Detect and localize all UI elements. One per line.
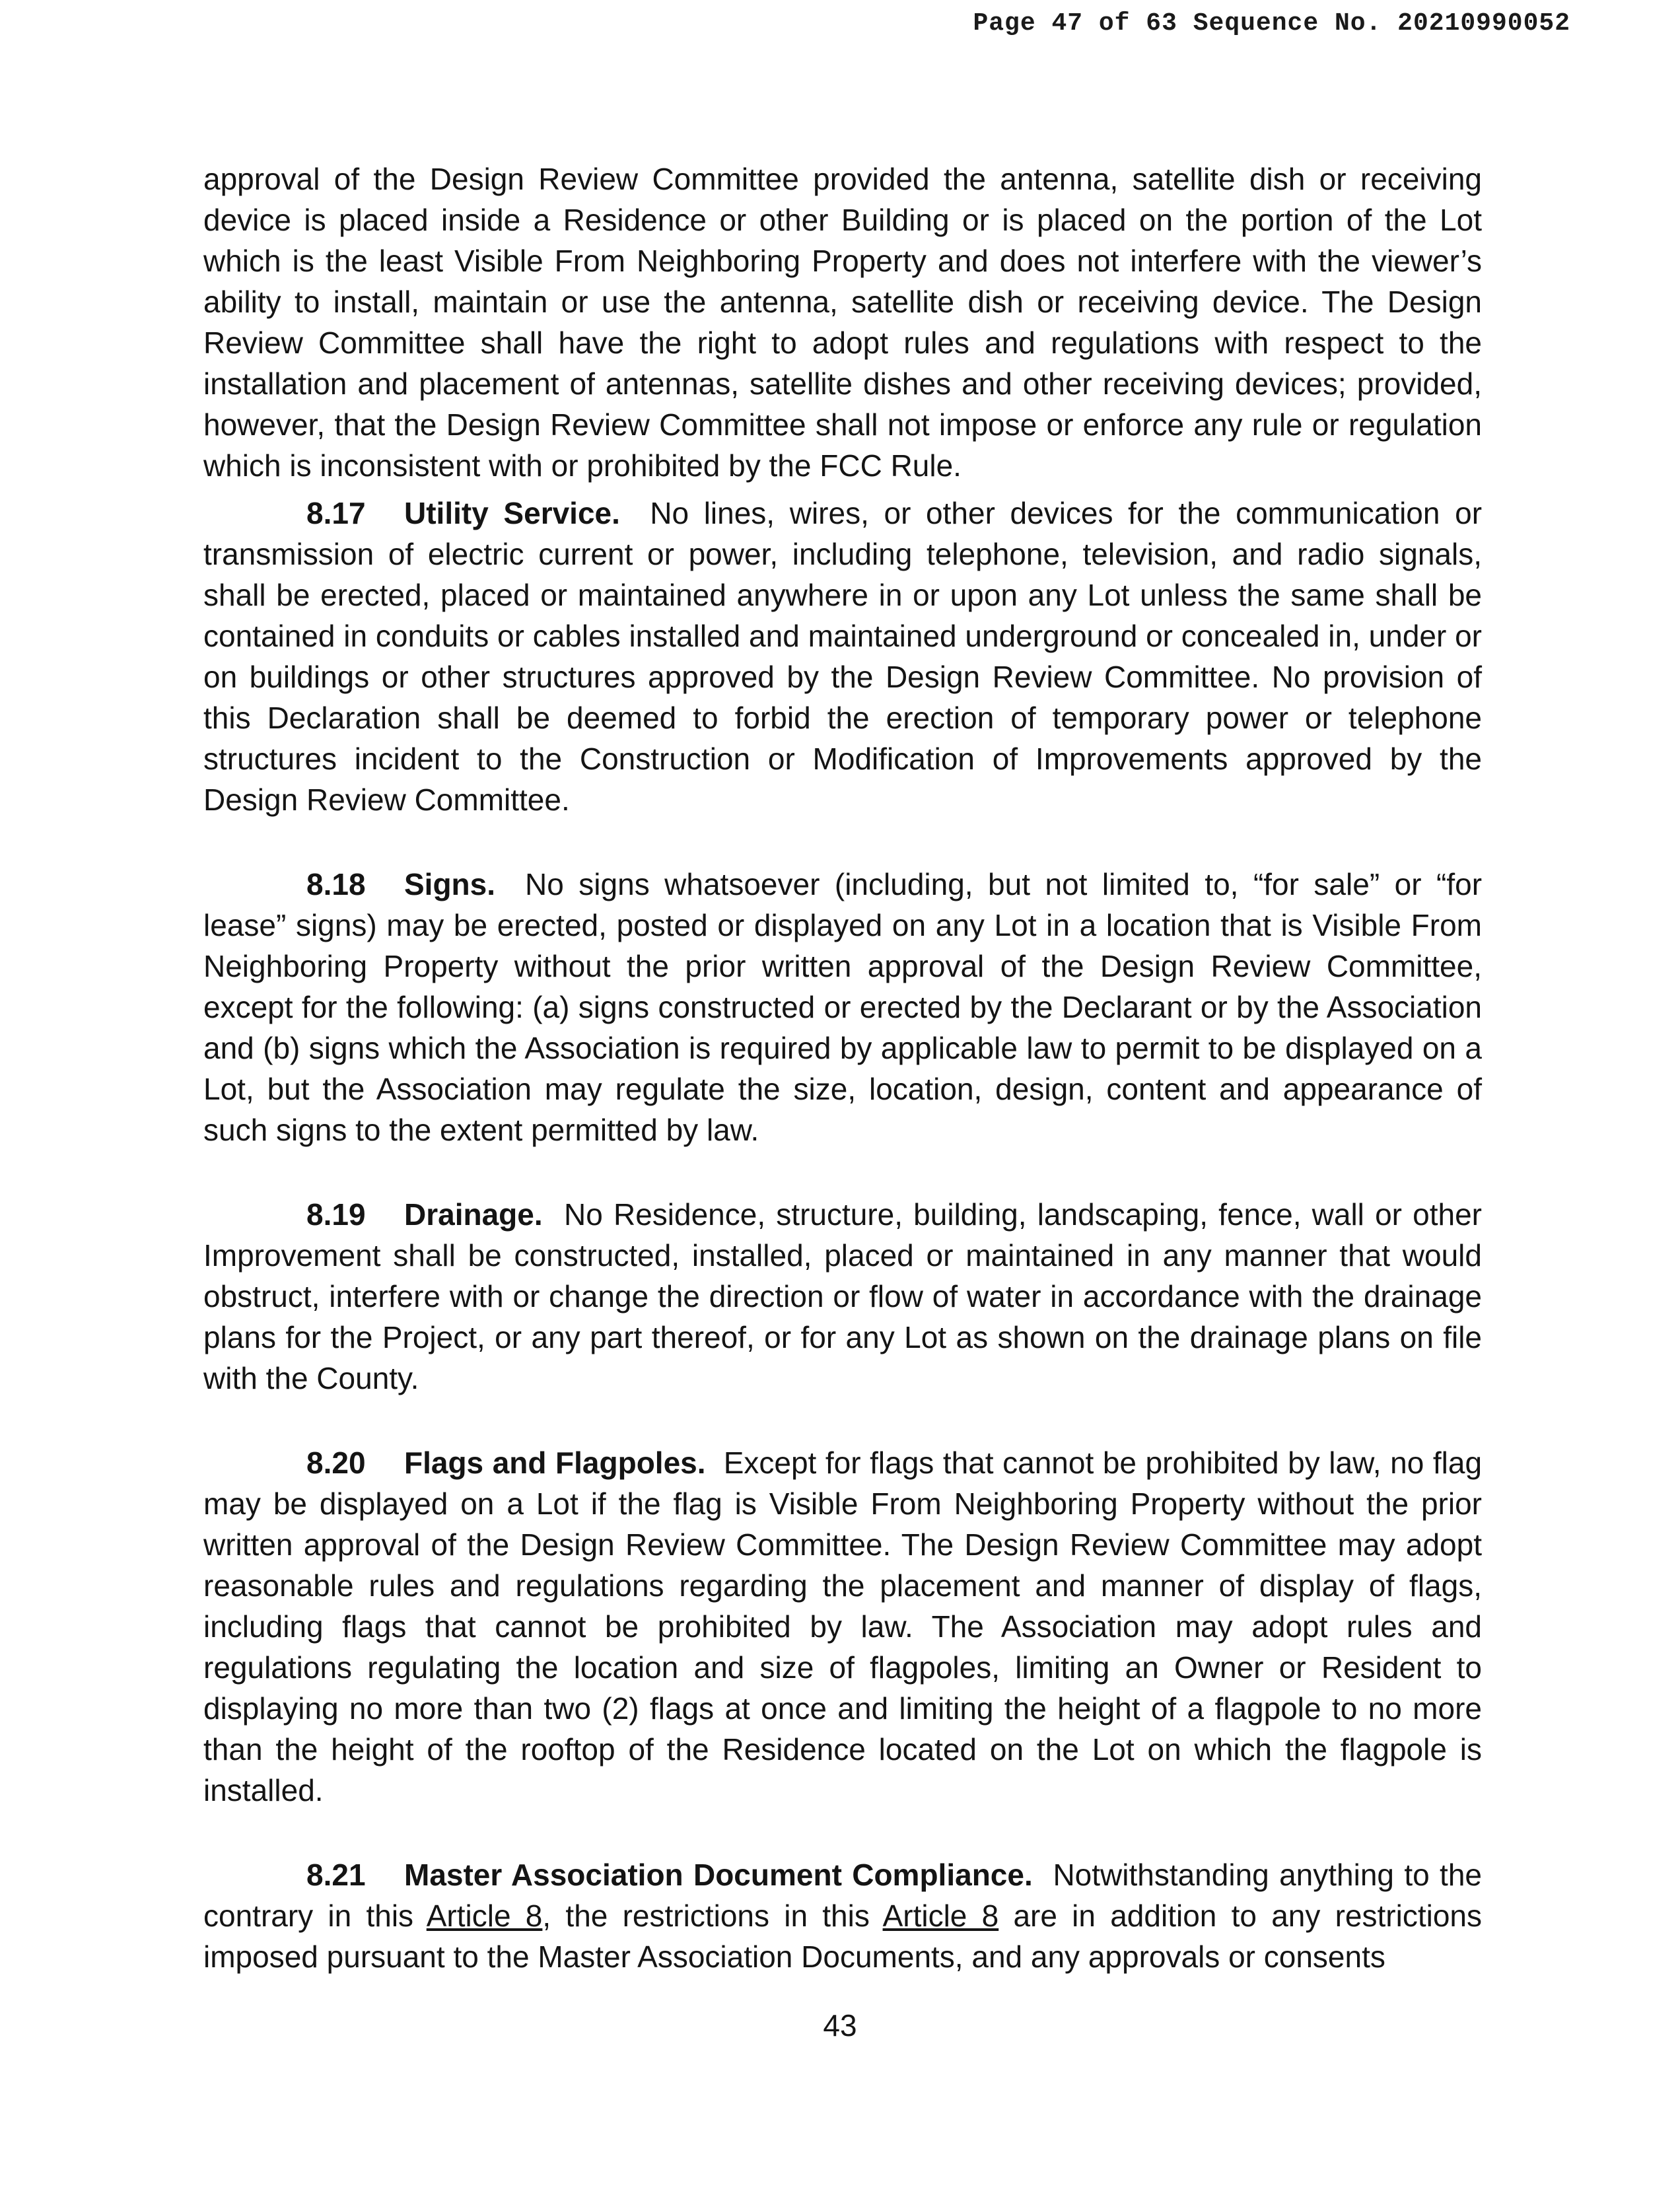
article-reference: Article 8 <box>426 1899 543 1933</box>
section-title: Drainage. <box>404 1197 543 1232</box>
section-number: 8.20 <box>306 1446 366 1480</box>
section-title: Utility Service. <box>404 496 620 530</box>
section-body: , the restrictions in this <box>542 1899 870 1933</box>
article-reference: Article 8 <box>882 1899 999 1933</box>
section-number: 8.21 <box>306 1858 366 1892</box>
page-number: 43 <box>823 2008 857 2043</box>
section-8-20 <box>203 1442 1482 1811</box>
section-8-19 <box>203 1194 1482 1399</box>
section-number: 8.19 <box>306 1197 366 1232</box>
section-body: No Residence, structure, building, landscaping, fence, wall or other Improvement shall be constructed, installed, placed or maintained in any manner that would obstruct, interfere with or change the direction or flow of water in accordance with the drainage plans for the Project, or any part thereof, or for any Lot as shown on the drainage plans on file with the County. <box>203 1197 1482 1395</box>
section-body: are in addition to any restrictions imposed pursuant to the Master Association Documents, and any approvals or consents <box>203 1899 1482 1974</box>
section-body: Notwithstanding anything to the contrary in this <box>203 1858 1482 1933</box>
section-title: Flags and Flagpoles. <box>404 1446 706 1480</box>
section-body: No signs whatsoever (including, but not limited to, “for sale” or “for lease” signs) may be erected, posted or displayed on any Lot in a location that is Visible From Neighboring Property without the prior written approval of the Design Review Committee, except for the following: (a) signs constructed or erected by the Declarant or by the Association and (b) signs which the Association is required by applicable law to permit to be displayed on a Lot, but the Association may regulate the size, location, design, content and appearance of such signs to the extent permitted by law. <box>203 867 1483 1147</box>
section-body: Except for flags that cannot be prohibited by law, no flag may be displayed on a Lot if the flag is Visible From Neighboring Property without the prior written approval of the Design Review Committee. The Design Review Committee may adopt reasonable rules and regulations regarding the placement and manner of display of flags, including flags that cannot be prohibited by law. The Association may adopt rules and regulations regulating the location and size of flagpoles, limiting an Owner or Resident to displaying no more than two (2) flags at once and limiting the height of a flagpole to no more than the height of the rooftop of the Residence located on the Lot on which the flagpole is installed. <box>203 1446 1483 1807</box>
section-8-18 <box>203 864 1482 1150</box>
section-8-17 <box>203 493 1482 820</box>
section-body: No lines, wires, or other devices for the communication or transmission of electric current or power, including telephone, television, and radio signals, shall be erected, placed or maintained anywhere in or upon any Lot unless the same shall be contained in conduits or cables installed and maintained underground or concealed in, under or on buildings or other structures approved by the Design Review Committee. No provision of this Declaration shall be deemed to forbid the erection of temporary power or telephone structures incident to the Construction or Modification of Improvements approved by the Design Review Committee. <box>203 496 1483 817</box>
section-8-21 <box>203 1854 1482 1977</box>
section-number: 8.18 <box>306 867 366 901</box>
intro-paragraph: approval of the Design Review Committee provided the antenna, satellite dish or receiving device is placed inside a Residence or other Building or is placed on the portion of the Lot which is the least Visible From Neighboring Property and does not interfere with the viewer’s ability to install, maintain or use the antenna, satellite dish or receiving device. The Design Review Committee shall have the right to adopt rules and regulations with respect to the installation and placement of antennas, satellite dishes and other receiving devices; provided, however, that the Design Review Committee shall not impose or enforce any rule or regulation which is inconsistent with or prohibited by the FCC Rule. <box>203 162 1482 483</box>
section-number: 8.17 <box>306 496 366 530</box>
section-title: Master Association Document Compliance. <box>404 1858 1033 1892</box>
section-title: Signs. <box>404 867 496 901</box>
page-sequence-header: Page 47 of 63 Sequence No. 20210990052 <box>973 9 1570 38</box>
document-body <box>203 158 1482 1977</box>
